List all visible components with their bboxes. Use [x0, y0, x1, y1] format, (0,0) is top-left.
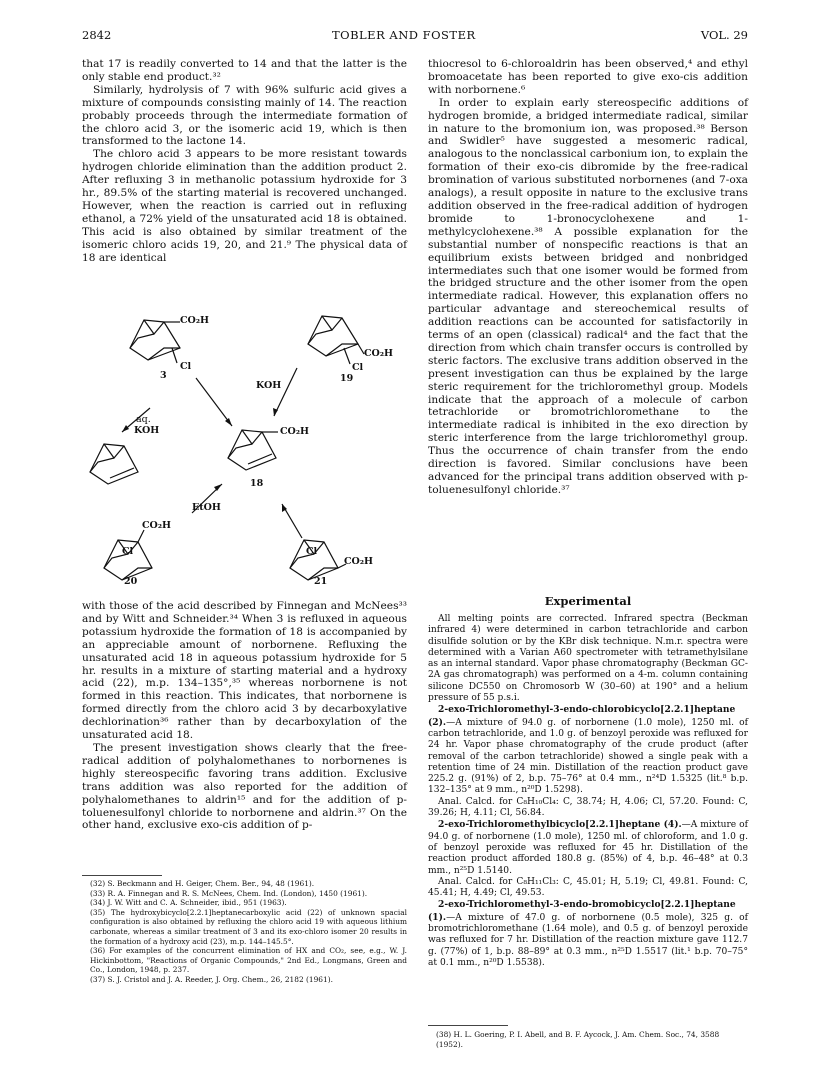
page-number: 2842	[82, 28, 112, 42]
arrow-19-to-18	[274, 368, 297, 416]
structure-21	[290, 540, 346, 580]
label-co2h-21: CO₂H	[344, 556, 373, 567]
label-cl-19: Cl	[352, 362, 364, 373]
footnote: (37) S. J. Cristol and J. A. Reeder, J. Org. Chem., 26, 2182 (1961).	[90, 974, 333, 984]
label-etoh: EtOH	[192, 502, 221, 513]
arrow-3-to-18	[196, 378, 232, 426]
procedure-text: —A mixture of 94.0 g. of norbornene (1.0 mole), 1250 ml. of chloroform, and 1.0 g. of benzoyl peroxide was refluxed for 45 hr. Distillation of the reaction product afforded 180.8 g. (85%) of 4, b.p. 46–48° at 0.3 mm., n²⁵D 1.5140.	[428, 820, 748, 876]
structure-norbornene	[90, 444, 138, 484]
left-column-top	[82, 58, 407, 265]
running-head-authors: TOBLER AND FOSTER	[332, 28, 476, 42]
footnote: (34) J. W. Witt and C. A. Schneider, ibid., 951 (1963).	[90, 898, 287, 908]
label-co2h-19: CO₂H	[364, 348, 393, 359]
label-aq: aq.	[136, 414, 151, 425]
compound-label-19: 19	[340, 373, 354, 384]
footnotes-left	[82, 879, 407, 985]
running-header	[82, 28, 748, 44]
label-cl-21: Cl	[306, 546, 318, 557]
reaction-scheme-figure	[82, 308, 407, 593]
footnotes-right	[428, 1030, 748, 1049]
label-co2h-18: CO₂H	[280, 426, 309, 437]
section-heading-experimental: Experimental	[544, 594, 632, 608]
label-koh-19: KOH	[256, 380, 282, 391]
volume-label: VOL. 29	[700, 28, 748, 42]
compound-title: 2-exo-Trichloromethylbicyclo[2.2.1]heptane (4).	[438, 819, 682, 831]
paragraph: with those of the acid described by Finnegan and McNees³³ and by Witt and Schneider.³⁴ When 3 is refluxed in aqueous potassium hydroxide the formation of 18 is accompanied by an appreciable amount of norbornene. Refluxing the unsaturated acid 18 in aqueous potassium hydroxide for 5 hr. results in a mixture of starting material and a hydroxy acid (22), m.p. 134–135°,³⁵ whereas norbornene is not formed in this reaction. This indicates, that norbornene is formed directly from the chloro acid 3 by decarboxylative dechlorination³⁶ rather than by decarboxylation of the unsaturated acid 18.	[82, 600, 407, 742]
paragraph: The present investigation shows clearly that the free-radical addition of polyhalomethanes to norbornenes is highly stereospecific favoring trans addition. Exclusive trans addition was also reported for the addition of polyhalomethanes to aldrin¹⁵ and for the addition of p-toluenesulfonyl chloride to norbornene and aldrin.³⁷ On the other hand, exclusive exo-cis addition of p-	[82, 741, 407, 832]
label-cl-20: Cl	[122, 546, 134, 557]
structure-3	[130, 320, 180, 363]
left-column-bottom	[82, 600, 407, 832]
procedure-text: —A mixture of 47.0 g. of norbornene (0.5 mole), 325 g. of bromotrichloromethane (1.64 mole), and 0.5 g. of benzoyl peroxide was refluxed for 7 hr. Distillation of the reaction mixture gave 112.7 g. (77%) of 1, b.p. 88–89° at 0.3 mm., n²⁵D 1.5517 (lit.¹ b.p. 70–75° at 0.1 mm., n²⁰D 1.5538).	[428, 912, 748, 968]
paragraph: thiocresol to 6-chloroaldrin has been observed,⁴ and ethyl bromoacetate has been reported to give exo-cis addition with norbornene.⁶	[428, 58, 748, 96]
footnote: (38) H. L. Goering, P. I. Abell, and B. F. Aycock, J. Am. Chem. Soc., 74, 3588 (1952).	[436, 1030, 720, 1049]
experimental-entry	[428, 704, 748, 796]
procedure-text: —A mixture of 94.0 g. of norbornene (1.0 mole), 1250 ml. of carbon tetrachloride, and 1.0 g. of benzoyl peroxide was refluxed for 24 hr. Vapor phase chromatography of the crude product (after removal of the carbon tetrachloride) showed a single peak with a retention time of 24 min. Distillation of the reaction product gave 225.2 g. (91%) of 2, b.p. 75–76° at 0.4 mm., n²⁴D 1.5325 (lit.⁸ b.p. 132–135° at 9 mm., n²⁰D 1.5298).	[428, 717, 748, 796]
footnote-rule-right	[428, 1025, 508, 1026]
experimental-entry	[428, 819, 748, 876]
label-cl-3: Cl	[180, 361, 192, 372]
label-koh-3: KOH	[134, 425, 160, 436]
paragraph: The chloro acid 3 appears to be more resistant towards hydrogen chloride elimination than the addition product 2. After refluxing 3 in methanolic potassium hydroxide for 3 hr., 89.5% of the starting material is recovered unchanged. However, when the reaction is carried out in refluxing ethanol, a 72% yield of the unsaturated acid 18 is obtained. This acid is also obtained by similar treatment of the isomeric chloro acids 19, 20, and 21.⁹ The physical data of 18 are identical	[82, 148, 407, 264]
footnote: (35) The hydroxybicyclo[2.2.1]heptanecarboxylic acid (22) of unknown spacial configuration is also obtained by refluxing the chloro acid 19 with aqueous lithium carbonate, whereas a similar treatment of 3 and its exo-chloro isomer 20 results in the formation of a hydroxy acid (23), m.p. 144–145.5°.	[90, 907, 407, 946]
experimental-entry	[428, 899, 748, 969]
paragraph: that 17 is readily converted to 14 and that the latter is the only stable end product.³²	[82, 58, 407, 83]
paragraph: Similarly, hydrolysis of 7 with 96% sulfuric acid gives a mixture of compounds consisting mainly of 14. The reaction probably proceeds through the intermediate formation of the chloro acid 3, or the isomeric acid 19, which is then transformed to the lactone 14.	[82, 83, 407, 148]
label-co2h-20: CO₂H	[142, 520, 171, 531]
compound-title: 2-exo-Trichloromethyl-3-endo-chlorobicyclo[2.2.1]heptane (2).	[428, 704, 736, 728]
footnote: (36) For examples of the concurrent elimination of HX and CO₂, see, e.g., W. J. Hickinbottom, "Reactions of Organic Compounds," 2nd Ed., Longmans, Green and Co., London, 1948, p. 237.	[90, 946, 407, 975]
label-co2h-3: CO₂H	[180, 315, 209, 326]
compound-label-3: 3	[160, 370, 167, 381]
compound-label-21: 21	[314, 576, 328, 587]
footnote-rule-left	[82, 875, 162, 876]
footnote: (33) R. A. Finnegan and R. S. McNees, Chem. Ind. (London), 1450 (1961).	[90, 888, 368, 898]
structure-18	[228, 430, 278, 470]
compound-title: 2-exo-Trichloromethyl-3-endo-bromobicyclo[2.2.1]heptane (1).	[428, 899, 736, 923]
analysis-text: Anal. Calcd. for C₈H₁₀Cl₄: C, 38.74; H, 4.06; Cl, 57.20. Found: C, 39.26; H, 4.11; Cl, 56.84.	[428, 796, 748, 819]
compound-label-20: 20	[124, 576, 138, 587]
structure-19	[308, 316, 364, 364]
analysis-text: Anal. Calcd. for C₈H₁₁Cl₃: C, 45.01; H, 5.19; Cl, 49.81. Found: C, 45.41; H, 4.49; Cl, 49.53.	[428, 876, 748, 899]
paragraph: In order to explain early stereospecific additions of hydrogen bromide, a bridged intermediate radical, similar in nature to the bromonium ion, was proposed.³⁸ Berson and Swidler⁵ have suggested a mesomeric radical, analogous to the nonclassical carbonium ion, to explain the formation of their exo-cis dibromide by the free-radical bromination of various substituted norbornenes (and 7-oxa analogs), a result opposite in nature to the exclusive trans addition observed in the free-radical addition of hydrogen bromide to 1-bronocyclohexene and 1-methylcyclohexene.³⁸ A possible explanation for the substantial number of nonspecific reactions is that an equilibrium exists between bridged and nonbridged intermediates such that one isomer would be formed from the bridged structure and the other isomer from the open intermediate radical. However, this explanation offers no particular advantage and stereochemical results of addition reactions can be accounted for satisfactorily in terms of an open (classical) radical⁴ and the fact that the direction from which chain transfer occurs is controlled by steric factors. The exclusive trans addition observed in the present investigation can thus be explained by the large steric requirement for the trichloromethyl group. Models indicate that the approach of a molecule of carbon tetrachloride or bromotrichloromethane to the intermediate radical is inhibited in the exo direction by steric interference from the large trichloromethyl group. Thus the occurrence of chain transfer from the endo direction is favored. Similar conclusions have been advanced for the principal trans addition observed with p-toluenesulfonyl chloride.³⁷	[428, 96, 748, 496]
compound-label-18: 18	[250, 478, 264, 489]
experimental-intro: All melting points are corrected. Infrared spectra (Beckman infrared 4) were determined in carbon tetrachloride and carbon disulfide solution or by the KBr disk technique. N.m.r. spectra were determined with a Varian A60 spectrometer with tetramethylsilane as an internal standard. Vapor phase chromatography (Beckman GC-2A gas chromatograph) was performed on a 4-m. column containing silicone DC550 on Chromosorb W (30–60) at 190° and a helium pressure of 55 p.s.i.	[428, 614, 748, 704]
footnote: (32) S. Beckmann and H. Geiger, Chem. Ber., 94, 48 (1961).	[90, 879, 315, 888]
experimental-section	[428, 614, 748, 969]
right-column-discussion	[428, 58, 748, 497]
